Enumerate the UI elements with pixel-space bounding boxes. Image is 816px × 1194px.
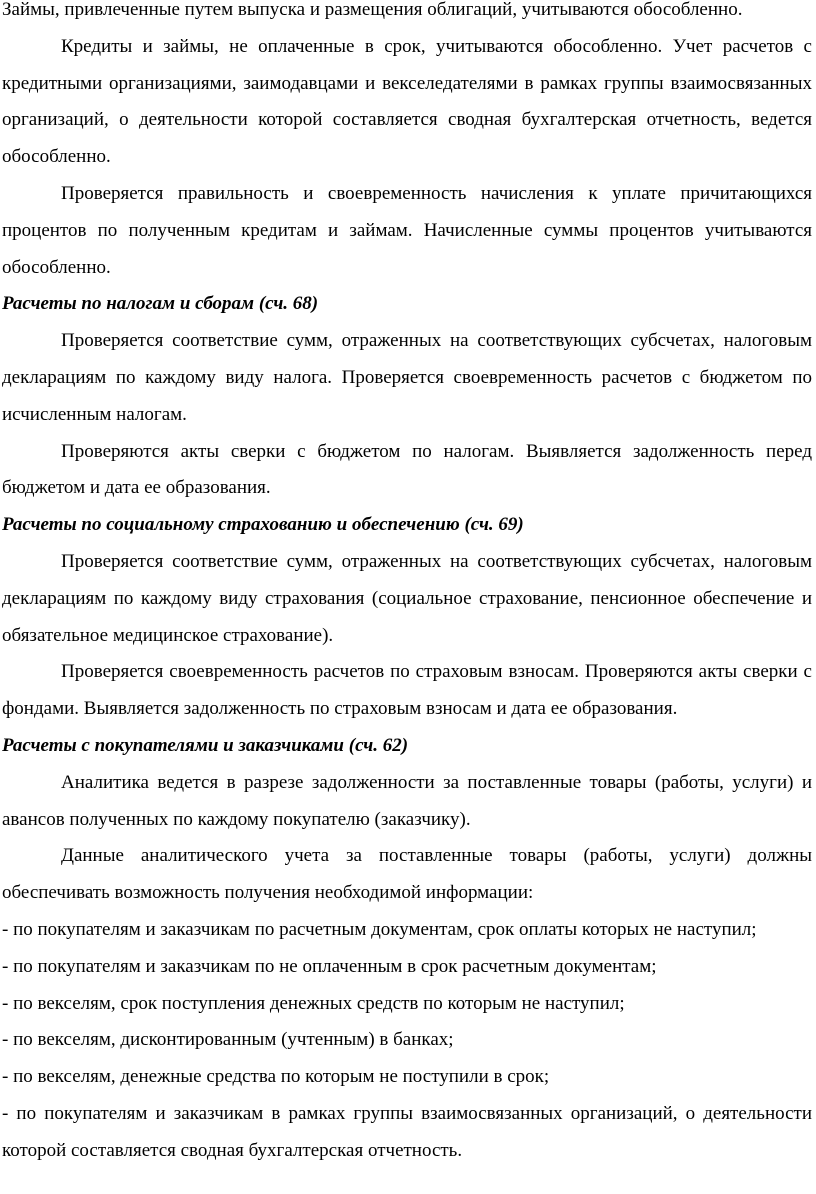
list-item: - по покупателям и заказчикам по расчетным документам, срок оплаты которых не наступил; (2, 918, 757, 940)
paragraph-overdue-loans: Кредиты и займы, не оплаченные в срок, учитываются обособленно. Учет расчетов с кредитными организациями, заимодавцами и векселедателями в рамках группы взаимосвязанных организаций, о деятельности которой составляется сводная бухгалтерская отчетность, ведется обособленно. (2, 35, 812, 168)
paragraph-tax-declarations: Проверяется соответствие сумм, отраженных на соответствующих субсчетах, налоговым декларациям по каждому виду налога. Проверяется своевременность расчетов с бюджетом по исчисленным налогам. (2, 330, 812, 425)
section-heading-customers: Расчеты с покупателями и заказчиками (сч. 62) (2, 734, 409, 756)
list-item: - по векселям, дисконтированным (учтенным) в банках; (2, 1029, 454, 1051)
section-heading-taxes: Расчеты по налогам и сборам (сч. 68) (2, 293, 319, 315)
list-item: - по покупателям и заказчикам по не оплаченным в срок расчетным документам; (2, 955, 657, 977)
paragraph-bonds: Займы, привлеченные путем выпуска и размещения облигаций, учитываются обособленно. (2, 0, 743, 20)
paragraph-customer-analytics: Аналитика ведется в разрезе задолженности за поставленные товары (работы, услуги) и авансов полученных по каждому покупателю (заказчику). (2, 771, 812, 830)
paragraph-interest-accrual: Проверяется правильность и своевременность начисления к уплате причитающихся процентов по полученным кредитам и займам. Начисленные суммы процентов учитываются обособленно. (2, 182, 812, 278)
list-item: - по векселям, срок поступления денежных средств по которым не наступил; (2, 992, 625, 1014)
list-item: - по покупателям и заказчикам в рамках группы взаимосвязанных организаций, о деятельности которой составляется сводная бухгалтерская отчетность. (2, 1102, 812, 1161)
paragraph-insurance-contributions: Проверяется своевременность расчетов по страховым взносам. Проверяются акты сверки с фондами. Выявляется задолженность по страховым взносам и дата ее образования. (2, 661, 812, 720)
paragraph-tax-reconciliation: Проверяются акты сверки с бюджетом по налогам. Выявляется задолженность перед бюджетом и дата ее образования. (2, 440, 812, 499)
list-item: - по векселям, денежные средства по которым не поступили в срок; (2, 1066, 550, 1088)
paragraph-insurance-declarations: Проверяется соответствие сумм, отраженных на соответствующих субсчетах, налоговым декларациям по каждому виду страхования (социальное страхование, пенсионное обеспечение и обязательное медицинское страхование). (2, 550, 812, 646)
section-heading-social-insurance: Расчеты по социальному страхованию и обеспечению (сч. 69) (2, 514, 524, 536)
paragraph-analytical-data: Данные аналитического учета за поставленные товары (работы, услуги) должны обеспечивать возможность получения необходимой информации: (2, 845, 812, 904)
